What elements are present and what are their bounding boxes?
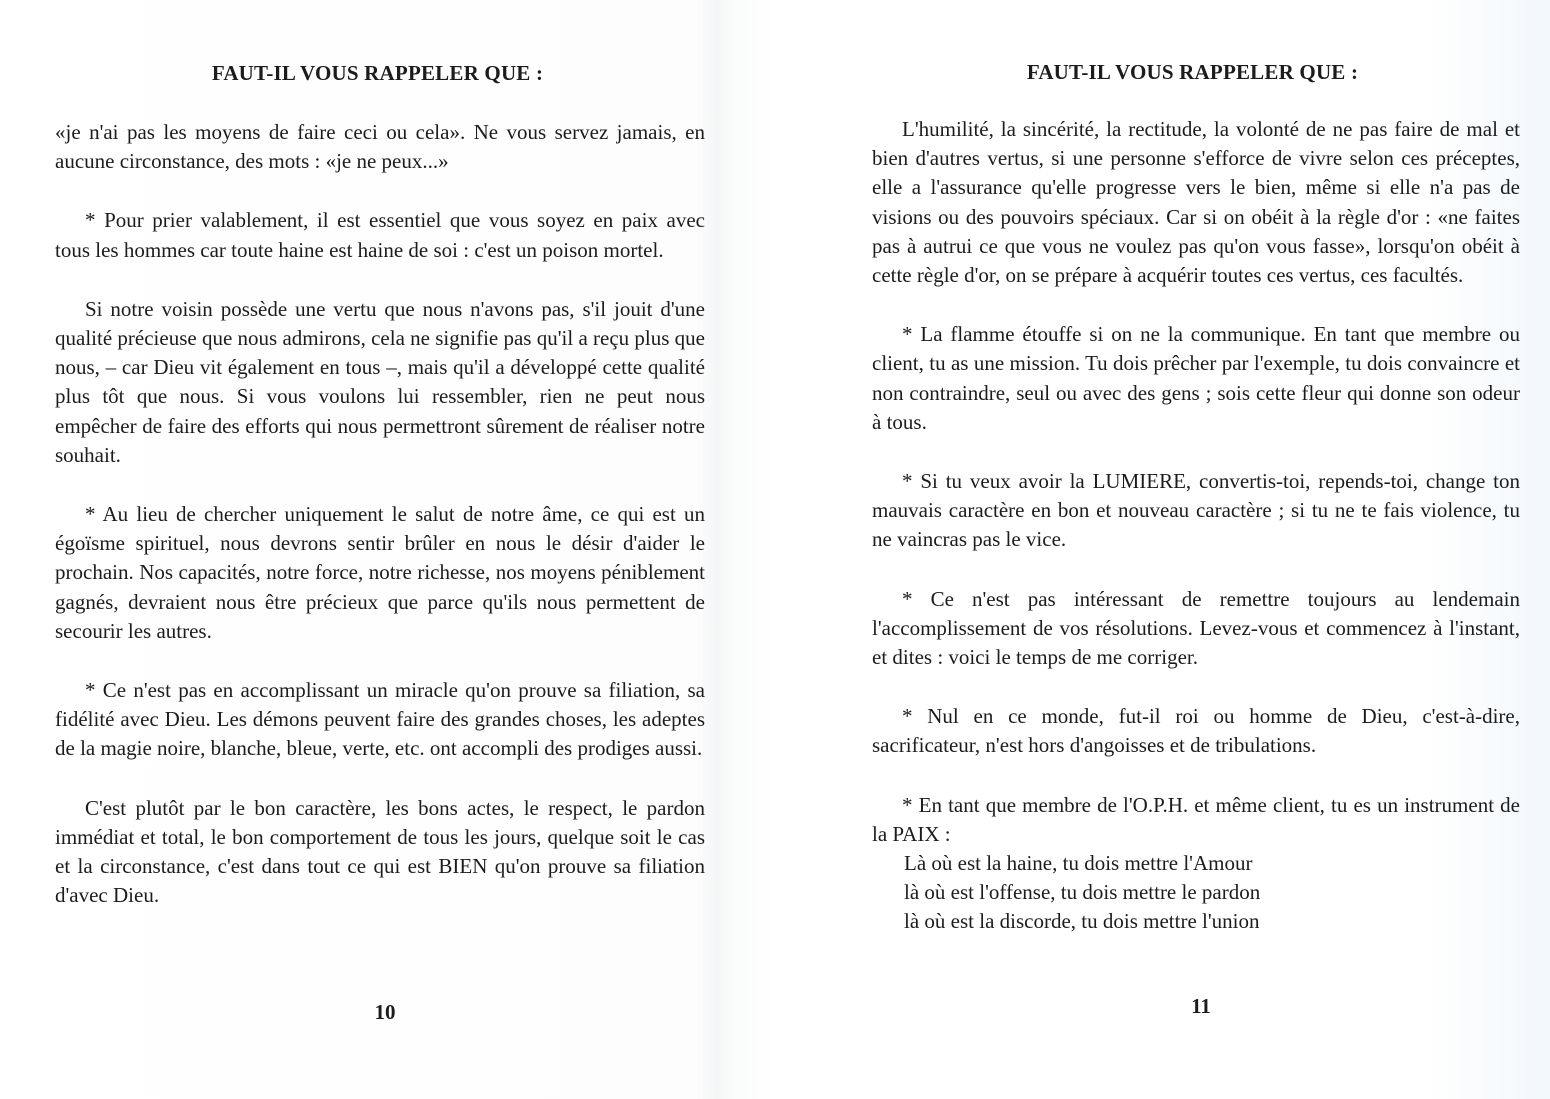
paragraph: C'est plutôt par le bon caractère, les bons actes, le respect, le pardon immédiat et total, le bon comportement de tous les jours, quelque soit le cas et la circonstance, c'est dans tout ce qui est BIEN qu'on prouve sa filiation d'avec Dieu. [55, 795, 705, 908]
paragraph: * Pour prier valablement, il est essentiel que vous soyez en paix avec tous les hommes car toute haine est haine de soi : c'est un poison mortel. [55, 208, 705, 262]
page-heading: FAUT-IL VOUS RAPPELER QUE : [1026, 60, 1359, 84]
paragraph: * Ce n'est pas intéressant de remettre toujours au lendemain l'accomplissement de vos résolutions. Levez-vous et commencez à l'instant, et dites : voici le temps de me corriger. [872, 586, 1520, 670]
page-number: 10 [374, 1000, 396, 1024]
page-number: 11 [1191, 994, 1211, 1018]
paragraph: «je n'ai pas les moyens de faire ceci ou cela». Ne vous servez jamais, en aucune circonstance, des mots : «je ne peux...» [55, 120, 705, 174]
verse-line: là où est la discorde, tu dois mettre l'union [904, 909, 1260, 934]
verse-block [872, 849, 1520, 937]
paragraph: * Nul en ce monde, fut-il roi ou homme de Dieu, c'est-à-dire, sacrificateur, n'est hors d'angoisses et de tribulations. [872, 704, 1520, 758]
page-heading: FAUT-IL VOUS RAPPELER QUE : [211, 61, 544, 85]
paragraph: * La flamme étouffe si on ne la communique. En tant que membre ou client, tu as une mission. Tu dois prêcher par l'exemple, tu dois convaincre et non contraindre, seul ou avec des gens ; sois cette fleur qui donne son odeur à tous. [872, 322, 1520, 434]
paragraph: * En tant que membre de l'O.P.H. et même client, tu es un instrument de la PAIX : [872, 792, 1520, 846]
page-body [55, 118, 705, 940]
paragraph: * Ce n'est pas en accomplissant un miracle qu'on prouve sa filiation, sa fidélité avec Dieu. Les démons peuvent faire des grandes choses, les adeptes de la magie noire, blanche, bleue, verte, etc. ont accompli des prodiges aussi. [55, 678, 705, 761]
page-body [872, 115, 1520, 937]
verse-line: Là où est la haine, tu dois mettre l'Amour [904, 851, 1253, 876]
paragraph: * Si tu veux avoir la LUMIERE, convertis-toi, repends-toi, change ton mauvais caractère en bon et nouveau caractère ; si tu ne te fais violence, tu ne vaincras pas le vice. [872, 469, 1520, 552]
paragraph: Si notre voisin possède une vertu que nous n'avons pas, s'il jouit d'une qualité précieuse que nous admirons, cela ne signifie pas qu'il a reçu plus que nous, – car Dieu vit également en tous –, mais qu'il a développé cette qualité plus tôt que nous. Si vous voulons lui ressembler, rien ne peut nous empêcher de faire des efforts qui nous permettront sûrement de réaliser notre souhait. [55, 296, 705, 467]
verse-line: là où est l'offense, tu dois mettre le pardon [904, 880, 1261, 905]
paragraph: L'humilité, la sincérité, la rectitude, la volonté de ne pas faire de mal et bien d'autres vertus, si une personne s'efforce de vivre selon ces préceptes, elle a l'assurance qu'elle progresse vers le bien, même si elle n'a pas de visions ou des pouvoirs spéciaux. Car si on obéit à la règle d'or : «ne faites pas à autrui ce que vous ne voulez pas qu'on vous fasse», lorsqu'on obéit à cette règle d'or, on se prépare à acquérir toutes ces vertus, ces facultés. [872, 117, 1520, 288]
right-page [775, 0, 1550, 1099]
paragraph: * Au lieu de chercher uniquement le salut de notre âme, ce qui est un égoïsme spirituel, nous devrons sentir brûler en nous le désir d'aider le prochain. Nos capacités, notre force, notre richesse, nos moyens péniblement gagnés, devraient nous être précieux que parce qu'ils nous permettent de secourir les autres. [55, 502, 705, 643]
